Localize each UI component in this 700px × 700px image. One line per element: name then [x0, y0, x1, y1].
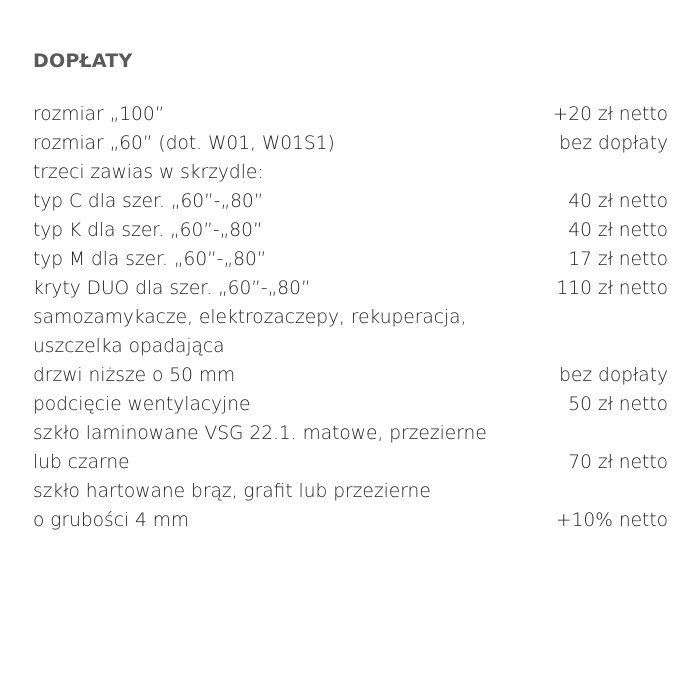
item-label: uszczelka opadająca: [33, 336, 225, 357]
item-price: 70 zł netto: [568, 452, 668, 473]
list-item: [33, 274, 668, 303]
item-label: typ M dla szer. „60”-„80”: [33, 249, 267, 270]
item-label: samozamykacze, elektrozaczepy, rekuperacja,: [33, 307, 467, 328]
list-item: [33, 303, 668, 332]
list-item: [33, 129, 668, 158]
item-price: +10% netto: [556, 510, 668, 531]
list-item: [33, 100, 668, 129]
item-price: 40 zł netto: [568, 220, 668, 241]
item-price: bez dopłaty: [559, 365, 668, 386]
item-price: bez dopłaty: [559, 133, 668, 154]
list-item: [33, 506, 668, 535]
item-price: 110 zł netto: [556, 278, 668, 299]
surcharge-list: [33, 100, 668, 535]
item-label: podcięcie wentylacyjne: [33, 394, 251, 415]
item-label: o grubości 4 mm: [33, 510, 190, 531]
list-item: [33, 448, 668, 477]
item-label: drzwi niższe o 50 mm: [33, 365, 236, 386]
item-price: +20 zł netto: [552, 104, 668, 125]
list-item: [33, 419, 668, 448]
list-item: [33, 361, 668, 390]
item-price: 50 zł netto: [568, 394, 668, 415]
list-item: [33, 245, 668, 274]
item-price: 40 zł netto: [568, 191, 668, 212]
list-item: [33, 332, 668, 361]
list-item: [33, 390, 668, 419]
item-label: rozmiar „100”: [33, 104, 165, 125]
item-label: szkło laminowane VSG 22.1. matowe, przezierne: [33, 423, 487, 444]
list-item: [33, 477, 668, 506]
section-title: DOPŁATY: [33, 50, 133, 72]
item-label: szkło hartowane brąz, grafit lub przezierne: [33, 481, 431, 502]
item-label: kryty DUO dla szer. „60”-„80”: [33, 278, 311, 299]
item-label: rozmiar „60” (dot. W01, W01S1): [33, 133, 335, 154]
list-item: [33, 216, 668, 245]
item-label: lub czarne: [33, 452, 130, 473]
item-label: typ K dla szer. „60”-„80”: [33, 220, 263, 241]
item-price: 17 zł netto: [568, 249, 668, 270]
item-label: typ C dla szer. „60”-„80”: [33, 191, 264, 212]
list-item: [33, 187, 668, 216]
item-label: trzeci zawias w skrzydle:: [33, 162, 264, 183]
price-surcharges-document: [33, 47, 668, 535]
list-item: [33, 158, 668, 187]
